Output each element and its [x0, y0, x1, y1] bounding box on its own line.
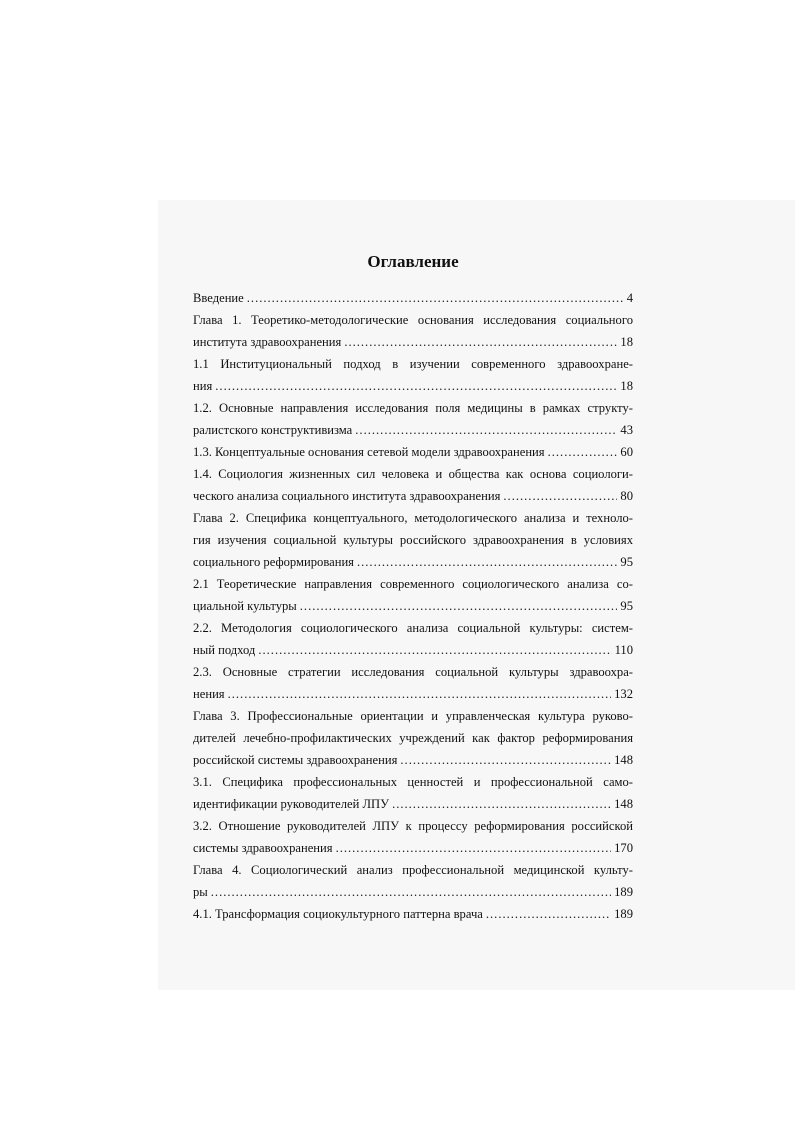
toc-entry-title: ния: [193, 379, 213, 393]
toc-entry-line: Глава 4. Социологический анализ профессиональной медицинской культу-: [193, 863, 633, 877]
toc-entry-last-line: [193, 287, 633, 309]
leader-dots: [211, 881, 611, 903]
toc-entry-last-line: [193, 683, 633, 705]
toc-entry-title: ный подход: [193, 643, 256, 657]
toc-page-number: 148: [614, 753, 633, 767]
toc-entry-title: Введение: [193, 291, 244, 305]
toc-entry: [193, 903, 633, 925]
toc-entry-last-line: [193, 903, 633, 925]
leader-dots: [247, 287, 624, 309]
leader-dots: [215, 375, 617, 397]
toc-entry: [193, 507, 633, 573]
leader-dots: [258, 639, 611, 661]
leader-dots: [228, 683, 612, 705]
toc-entry-last-line: [193, 375, 633, 397]
toc-entry-line: 3.2. Отношение руководителей ЛПУ к процессу реформирования российской: [193, 819, 633, 833]
toc-page-number: 43: [620, 423, 633, 437]
leader-dots: [548, 441, 618, 463]
page-title: Оглавление: [367, 252, 459, 271]
toc-entry-last-line: [193, 441, 633, 463]
toc-page-number: 4: [626, 291, 633, 305]
toc-entry: [193, 661, 633, 705]
toc-entry: [193, 859, 633, 903]
toc-page-number: 189: [614, 907, 633, 921]
toc-entry-last-line: [193, 793, 633, 815]
toc-entry-last-line: [193, 485, 633, 507]
toc-page-number: 132: [614, 687, 633, 701]
toc-entry: [193, 617, 633, 661]
toc-entry-title: ческого анализа социального института здравоохранения: [193, 489, 501, 503]
toc-entry-line: 1.2. Основные направления исследования поля медицины в рамках структу-: [193, 401, 633, 415]
toc-page-number: 170: [614, 841, 633, 855]
toc-entry-last-line: [193, 419, 633, 441]
toc-entry-line: 3.1. Специфика профессиональных ценностей и профессиональной само-: [193, 775, 633, 789]
toc-entry-line: дителей лечебно-профилактических учреждений как фактор реформирования: [193, 731, 633, 745]
toc-entry: [193, 353, 633, 397]
leader-dots: [392, 793, 611, 815]
toc-entry-title: 1.3. Концептуальные основания сетевой модели здравоохранения: [193, 445, 545, 459]
toc-entry: [193, 441, 633, 463]
toc-entry-line: Глава 2. Специфика концептуального, методологического анализа и техноло-: [193, 511, 633, 525]
toc-page-number: 80: [620, 489, 633, 503]
toc-entry-title: социального реформирования: [193, 555, 354, 569]
toc-entry-title: нения: [193, 687, 225, 701]
toc-entry-last-line: [193, 837, 633, 859]
leader-dots: [400, 749, 611, 771]
leader-dots: [344, 331, 617, 353]
leader-dots: [336, 837, 612, 859]
toc-page-number: 95: [620, 599, 633, 613]
toc-entry: [193, 815, 633, 859]
leader-dots: [486, 903, 611, 925]
toc-page-number: 148: [614, 797, 633, 811]
toc-entry: [193, 771, 633, 815]
toc-entry-title: циальной культуры: [193, 599, 297, 613]
toc-entry-title: института здравоохранения: [193, 335, 342, 349]
toc-entry-line: 2.2. Методология социологического анализа социальной культуры: систем-: [193, 621, 633, 635]
table-of-contents: [193, 287, 633, 925]
toc-entry-title: системы здравоохранения: [193, 841, 333, 855]
toc-entry-line: 1.4. Социология жизненных сил человека и общества как основа социологи-: [193, 467, 633, 481]
leader-dots: [503, 485, 617, 507]
toc-page-number: 95: [620, 555, 633, 569]
toc-entry-line: 2.3. Основные стратегии исследования социальной культуры здравоохра-: [193, 665, 633, 679]
toc-entry-title: ры: [193, 885, 208, 899]
toc-entry: [193, 309, 633, 353]
toc-entry-line: Глава 1. Теоретико-методологические основания исследования социального: [193, 313, 633, 327]
toc-entry-last-line: [193, 639, 633, 661]
toc-entry-line: гия изучения социальной культуры российского здравоохранения в условиях: [193, 533, 633, 547]
toc-entry-last-line: [193, 331, 633, 353]
toc-entry: [193, 463, 633, 507]
toc-entry-line: Глава 3. Профессиональные ориентации и управленческая культура руково-: [193, 709, 633, 723]
leader-dots: [357, 551, 617, 573]
toc-page-number: 60: [620, 445, 633, 459]
toc-entry: [193, 705, 633, 771]
toc-entry: [193, 397, 633, 441]
toc-entry-last-line: [193, 595, 633, 617]
toc-entry-last-line: [193, 749, 633, 771]
toc-page-number: 110: [614, 643, 633, 657]
toc-page-number: 189: [614, 885, 633, 899]
toc-entry: [193, 287, 633, 309]
toc-entry: [193, 573, 633, 617]
leader-dots: [355, 419, 617, 441]
toc-entry-line: 2.1 Теоретические направления современного социологического анализа со-: [193, 577, 633, 591]
toc-entry-title: 4.1. Трансформация социокультурного паттерна врача: [193, 907, 483, 921]
toc-entry-title: идентификации руководителей ЛПУ: [193, 797, 390, 811]
toc-entry-title: ралистского конструктивизма: [193, 423, 353, 437]
toc-page-number: 18: [620, 379, 633, 393]
leader-dots: [300, 595, 618, 617]
toc-entry-title: российской системы здравоохранения: [193, 753, 398, 767]
toc-entry-last-line: [193, 881, 633, 903]
toc-entry-last-line: [193, 551, 633, 573]
toc-page-number: 18: [620, 335, 633, 349]
toc-entry-line: 1.1 Институциональный подход в изучении современного здравоохране-: [193, 357, 633, 371]
